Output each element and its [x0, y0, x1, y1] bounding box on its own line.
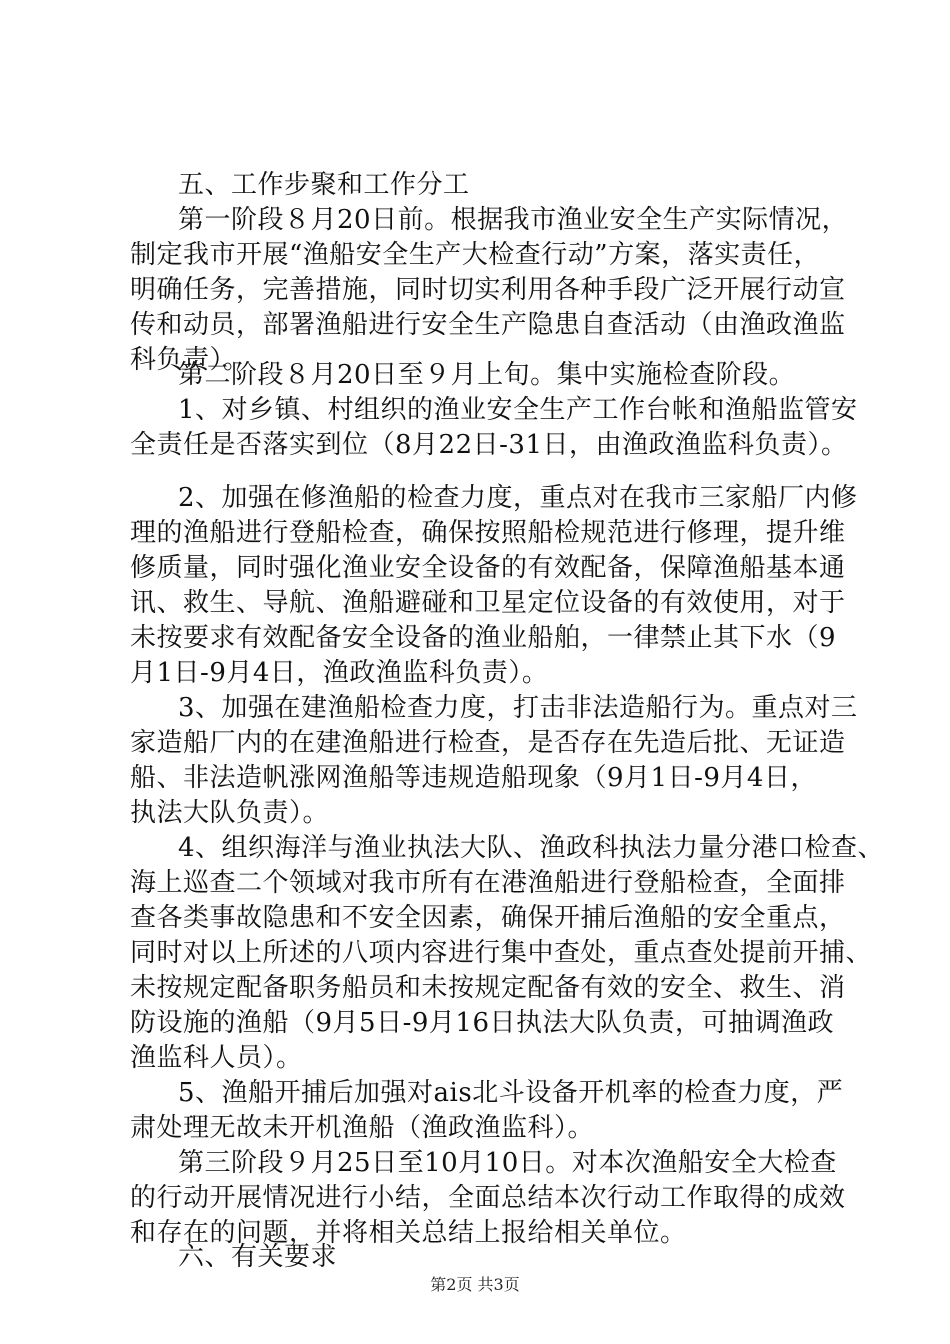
- paragraph-line: 防设施的渔船（9月5日-9月16日执法大队负责，可抽调渔政: [130, 1008, 834, 1038]
- paragraph-line: 理的渔船进行登船检查，确保按照船检规范进行修理，提升维: [130, 518, 846, 548]
- paragraph-line: 1、对乡镇、村组织的渔业安全生产工作台帐和渔船监管安: [178, 395, 858, 425]
- page-number-footer: 第2页 共3页: [430, 1275, 520, 1294]
- paragraph-line: 5、渔船开捕后加强对ais北斗设备开机率的检查力度，严: [178, 1078, 844, 1108]
- paragraph-line: 第三阶段９月25日至10月10日。对本次渔船安全大检查: [178, 1148, 837, 1178]
- paragraph-line: 未按要求有效配备安全设备的渔业船舶，一律禁止其下水（9: [130, 623, 837, 653]
- paragraph-line: 肃处理无故未开机渔船（渔政渔监科）。: [130, 1113, 595, 1143]
- section-heading: 六、有关要求: [178, 1242, 338, 1272]
- paragraph-line: 船、非法造帆涨网渔船等违规造船现象（9月1日-9月4日，: [130, 763, 817, 793]
- paragraph-line: 全责任是否落实到位（8月22日-31日，由渔政渔监科负责）。: [130, 430, 848, 460]
- paragraph-line: 明确任务，完善措施，同时切实利用各种手段广泛开展行动宣: [130, 275, 846, 305]
- paragraph-line: 4、组织海洋与渔业执法大队、渔政科执法力量分港口检查、: [178, 833, 885, 863]
- paragraph-line: 的行动开展情况进行小结，全面总结本次行动工作取得的成效: [130, 1183, 846, 1213]
- paragraph-line: 渔监科人员）。: [130, 1043, 303, 1073]
- paragraph-line: 海上巡查二个领域对我市所有在港渔船进行登船检查，全面排: [130, 868, 846, 898]
- paragraph-line: 和存在的问题，并将相关总结上报给相关单位。: [130, 1218, 687, 1248]
- paragraph-line: 修质量，同时强化渔业安全设备的有效配备，保障渔船基本通: [130, 553, 846, 583]
- paragraph-line: 制定我市开展“渔船安全生产大检查行动”方案，落实责任，: [130, 240, 821, 270]
- paragraph-line: 讯、救生、导航、渔船避碰和卫星定位设备的有效使用，对于: [130, 588, 846, 618]
- paragraph-line: 执法大队负责）。: [130, 798, 330, 828]
- paragraph-line: 第一阶段８月20日前。根据我市渔业安全生产实际情况，: [178, 205, 849, 235]
- paragraph-line: 科负责）。: [130, 345, 250, 375]
- paragraph-line: 家造船厂内的在建渔船进行检查，是否存在先造后批、无证造: [130, 728, 846, 758]
- section-heading: 五、工作步聚和工作分工: [178, 170, 470, 200]
- paragraph-line: 月1日-9月4日，渔政渔监科负责）。: [130, 658, 549, 688]
- paragraph-line: 同时对以上所述的八项内容进行集中查处，重点查处提前开捕、: [130, 938, 873, 968]
- paragraph-line: 3、加强在建渔船检查力度，打击非法造船行为。重点对三: [178, 693, 858, 723]
- paragraph-line: 查各类事故隐患和不安全因素，确保开捕后渔船的安全重点，: [130, 903, 846, 933]
- paragraph-line: 第二阶段８月20日至９月上旬。集中实施检查阶段。: [178, 360, 796, 390]
- paragraph-line: 传和动员，部署渔船进行安全生产隐患自查活动（由渔政渔监: [130, 310, 846, 340]
- paragraph-line: 2、加强在修渔船的检查力度，重点对在我市三家船厂内修: [178, 483, 858, 513]
- paragraph-line: 未按规定配备职务船员和未按规定配备有效的安全、救生、消: [130, 973, 846, 1003]
